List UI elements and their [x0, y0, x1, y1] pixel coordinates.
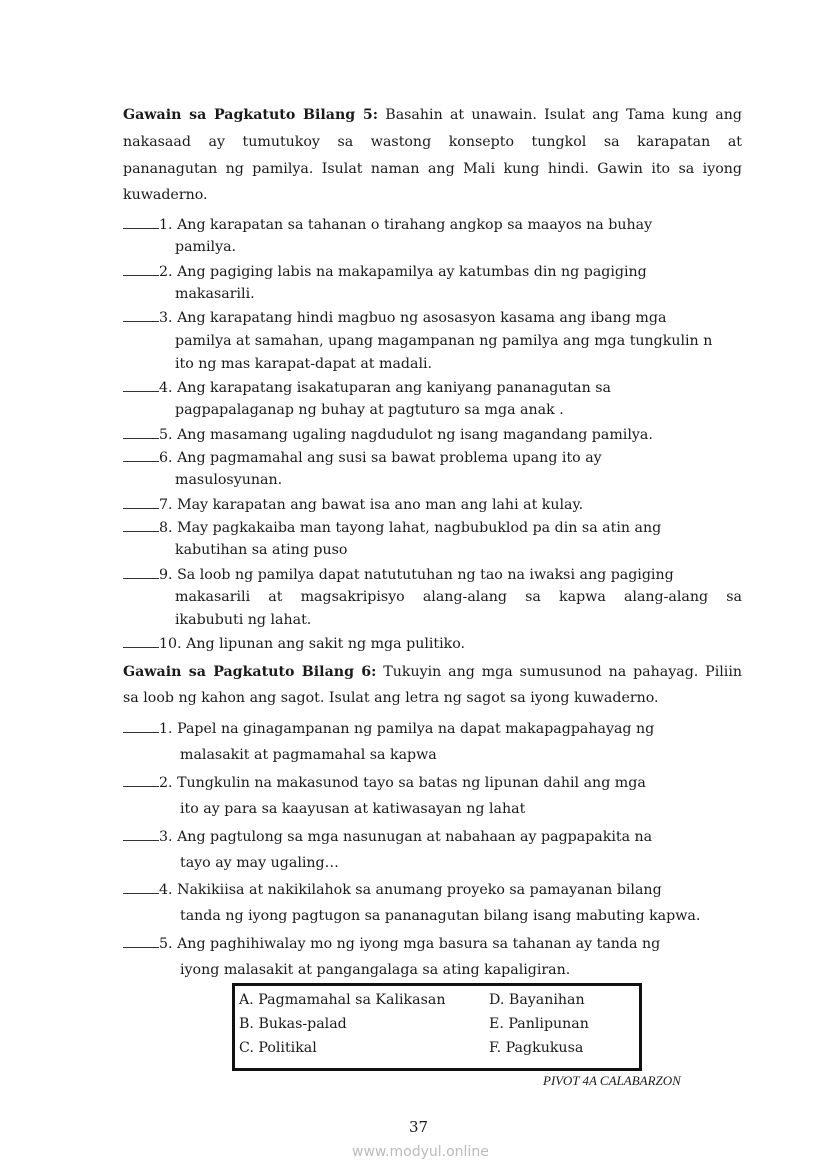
answer-blank[interactable]: [123, 518, 159, 532]
choice-c: C. Politikal: [239, 1040, 317, 1056]
answer-blank[interactable]: [123, 448, 159, 462]
question-text-continued: tanda ng iyong pagtugon sa pananagutan bilang isang mabuting kapwa.: [180, 908, 701, 925]
question-text-continued: tayo ay may ugaling…: [180, 854, 339, 871]
question-text: Ang masamang ugaling nagdudulot ng isang magandang pamilya.: [177, 426, 653, 443]
choice-b: B. Bukas-palad: [239, 1016, 347, 1032]
question-text-continued: masulosyunan.: [175, 472, 283, 489]
answer-blank[interactable]: [123, 827, 159, 841]
question-text-continued: ito ng mas karapat-dapat at madali.: [175, 355, 433, 372]
section-heading: Gawain sa Pagkatuto Bilang 5:: [123, 107, 378, 123]
question-item: [123, 262, 742, 281]
question-item: [123, 215, 742, 234]
question-item: [123, 634, 742, 653]
footer-label: PIVOT 4A CALABARZON: [543, 1073, 681, 1088]
question-item: [123, 425, 742, 444]
answer-blank[interactable]: [123, 378, 159, 392]
question-text-continued: pamilya at samahan, upang magampanan ng pamilya ang mga tungkulin n: [175, 332, 713, 349]
question-number: 10.: [159, 636, 182, 653]
question-text: Ang karapatang isakatuparan ang kaniyang pananagutan sa: [177, 380, 611, 397]
question-number: 5.: [159, 936, 173, 953]
question-text-continued: iyong malasakit at pangangalaga sa ating kapaligiran.: [180, 962, 571, 979]
question-text: May karapatan ang bawat isa ano man ang lahi at kulay.: [177, 496, 584, 513]
question-item: [123, 308, 742, 327]
question-text: Ang pagiging labis na makapamilya ay katumbas din ng pagiging: [177, 263, 647, 280]
question-text-continued: ito ay para sa kaayusan at katiwasayan ng lahat: [180, 800, 526, 817]
question-number: 2.: [159, 774, 173, 791]
answer-blank[interactable]: [123, 262, 159, 276]
answer-blank[interactable]: [123, 308, 159, 322]
question-text-continued: kabutihan sa ating puso: [175, 542, 348, 559]
instruction-text: sa loob ng kahon ang sagot. Isulat ang letra ng sagot sa iyong kuwaderno.: [123, 690, 659, 706]
question-item: [123, 448, 742, 467]
instruction-line: [123, 106, 742, 124]
answer-blank[interactable]: [123, 425, 159, 439]
question-text: Ang karapatang hindi magbuo ng asosasyon kasama ang ibang mga: [177, 310, 667, 327]
question-number: 1.: [159, 721, 173, 737]
question-number: 4.: [159, 882, 173, 899]
answer-blank[interactable]: [123, 634, 159, 648]
question-number: 3.: [159, 310, 173, 327]
instruction-text: Basahin at unawain. Isulat ang Tama kung ang: [385, 107, 742, 123]
instruction-text: kuwaderno.: [123, 187, 208, 203]
question-text: Ang karapatan sa tahanan o tirahang angkop sa maayos na buhay: [177, 217, 653, 233]
question-item: [123, 934, 742, 953]
question-item: [123, 880, 742, 899]
question-item: [123, 518, 742, 537]
page-number: 37: [409, 1118, 429, 1136]
instruction-text: pananagutan ng pamilya. Isulat naman ang Mali kung hindi. Gawin ito sa iyong: [123, 161, 742, 177]
question-number: 8.: [159, 519, 173, 536]
instruction-text: nakasaad ay tumutukoy sa wastong konsepto tungkol sa karapatan at: [123, 134, 742, 150]
question-number: 5.: [159, 426, 173, 443]
question-item: [123, 378, 742, 397]
question-item: [123, 827, 742, 846]
answer-choices-box: [232, 983, 642, 1071]
choice-d: D. Bayanihan: [489, 992, 585, 1008]
question-text: Ang pagtulong sa mga nasunugan at nabahaan ay pagpapakita na: [177, 828, 653, 845]
answer-blank[interactable]: [123, 495, 159, 509]
question-text: Tungkulin na makasunod tayo sa batas ng lipunan dahil ang mga: [177, 774, 646, 791]
answer-blank[interactable]: [123, 880, 159, 894]
question-text: Nakikiisa at nakikilahok sa anumang proyeko sa pamayanan bilang: [177, 882, 662, 899]
question-number: 3.: [159, 828, 173, 845]
question-number: 9.: [159, 566, 173, 583]
question-item: [123, 719, 742, 738]
question-number: 1.: [159, 217, 173, 233]
answer-blank[interactable]: [123, 719, 159, 733]
question-number: 7.: [159, 496, 173, 513]
instruction-line: [123, 689, 742, 707]
question-text: Papel na ginagampanan ng pamilya na dapat makapagpahayag ng: [177, 721, 655, 737]
answer-blank[interactable]: [123, 773, 159, 787]
question-number: 4.: [159, 380, 173, 397]
question-item: [123, 565, 742, 584]
instruction-text: Tukuyin ang mga sumusunod na pahayag. Piliin: [383, 664, 742, 680]
question-number: 6.: [159, 450, 173, 466]
answer-blank[interactable]: [123, 565, 159, 579]
question-text: Ang paghihiwalay mo ng iyong mga basura sa tahanan ay tanda ng: [177, 936, 661, 953]
question-item: [123, 773, 742, 792]
question-text-continued: pamilya.: [175, 239, 237, 256]
question-text: May pagkakaiba man tayong lahat, nagbubuklod pa din sa atin ang: [177, 519, 662, 536]
question-text-continued: makasarili at magsakripisyo alang-alang sa kapwa alang-alang sa: [175, 588, 742, 605]
question-text-continued: malasakit at pagmamahal sa kapwa: [180, 746, 437, 763]
choice-f: F. Pagkukusa: [489, 1040, 584, 1056]
question-text-continued: pagpapalaganap ng buhay at pagtuturo sa mga anak .: [175, 402, 564, 419]
question-number: 2.: [159, 263, 173, 280]
instruction-line: [123, 133, 742, 151]
question-item: [123, 495, 742, 514]
instruction-line: [123, 186, 742, 204]
question-text: Ang pagmamahal ang susi sa bawat problema upang ito ay: [177, 450, 602, 466]
watermark: www.modyul.online: [352, 1144, 489, 1160]
question-text: Ang lipunan ang sakit ng mga pulitiko.: [186, 636, 466, 653]
question-text-continued: makasarili.: [175, 285, 255, 302]
instruction-line: [123, 160, 742, 178]
question-text-continued: ikabubuti ng lahat.: [175, 612, 312, 629]
instruction-line: [123, 663, 742, 681]
question-text: Sa loob ng pamilya dapat natututuhan ng tao na iwaksi ang pagiging: [177, 566, 674, 583]
section-heading: Gawain sa Pagkatuto Bilang 6:: [123, 664, 377, 680]
answer-blank[interactable]: [123, 215, 159, 229]
answer-blank[interactable]: [123, 934, 159, 948]
choice-e: E. Panlipunan: [489, 1016, 589, 1032]
choice-a: A. Pagmamahal sa Kalikasan: [239, 992, 446, 1008]
